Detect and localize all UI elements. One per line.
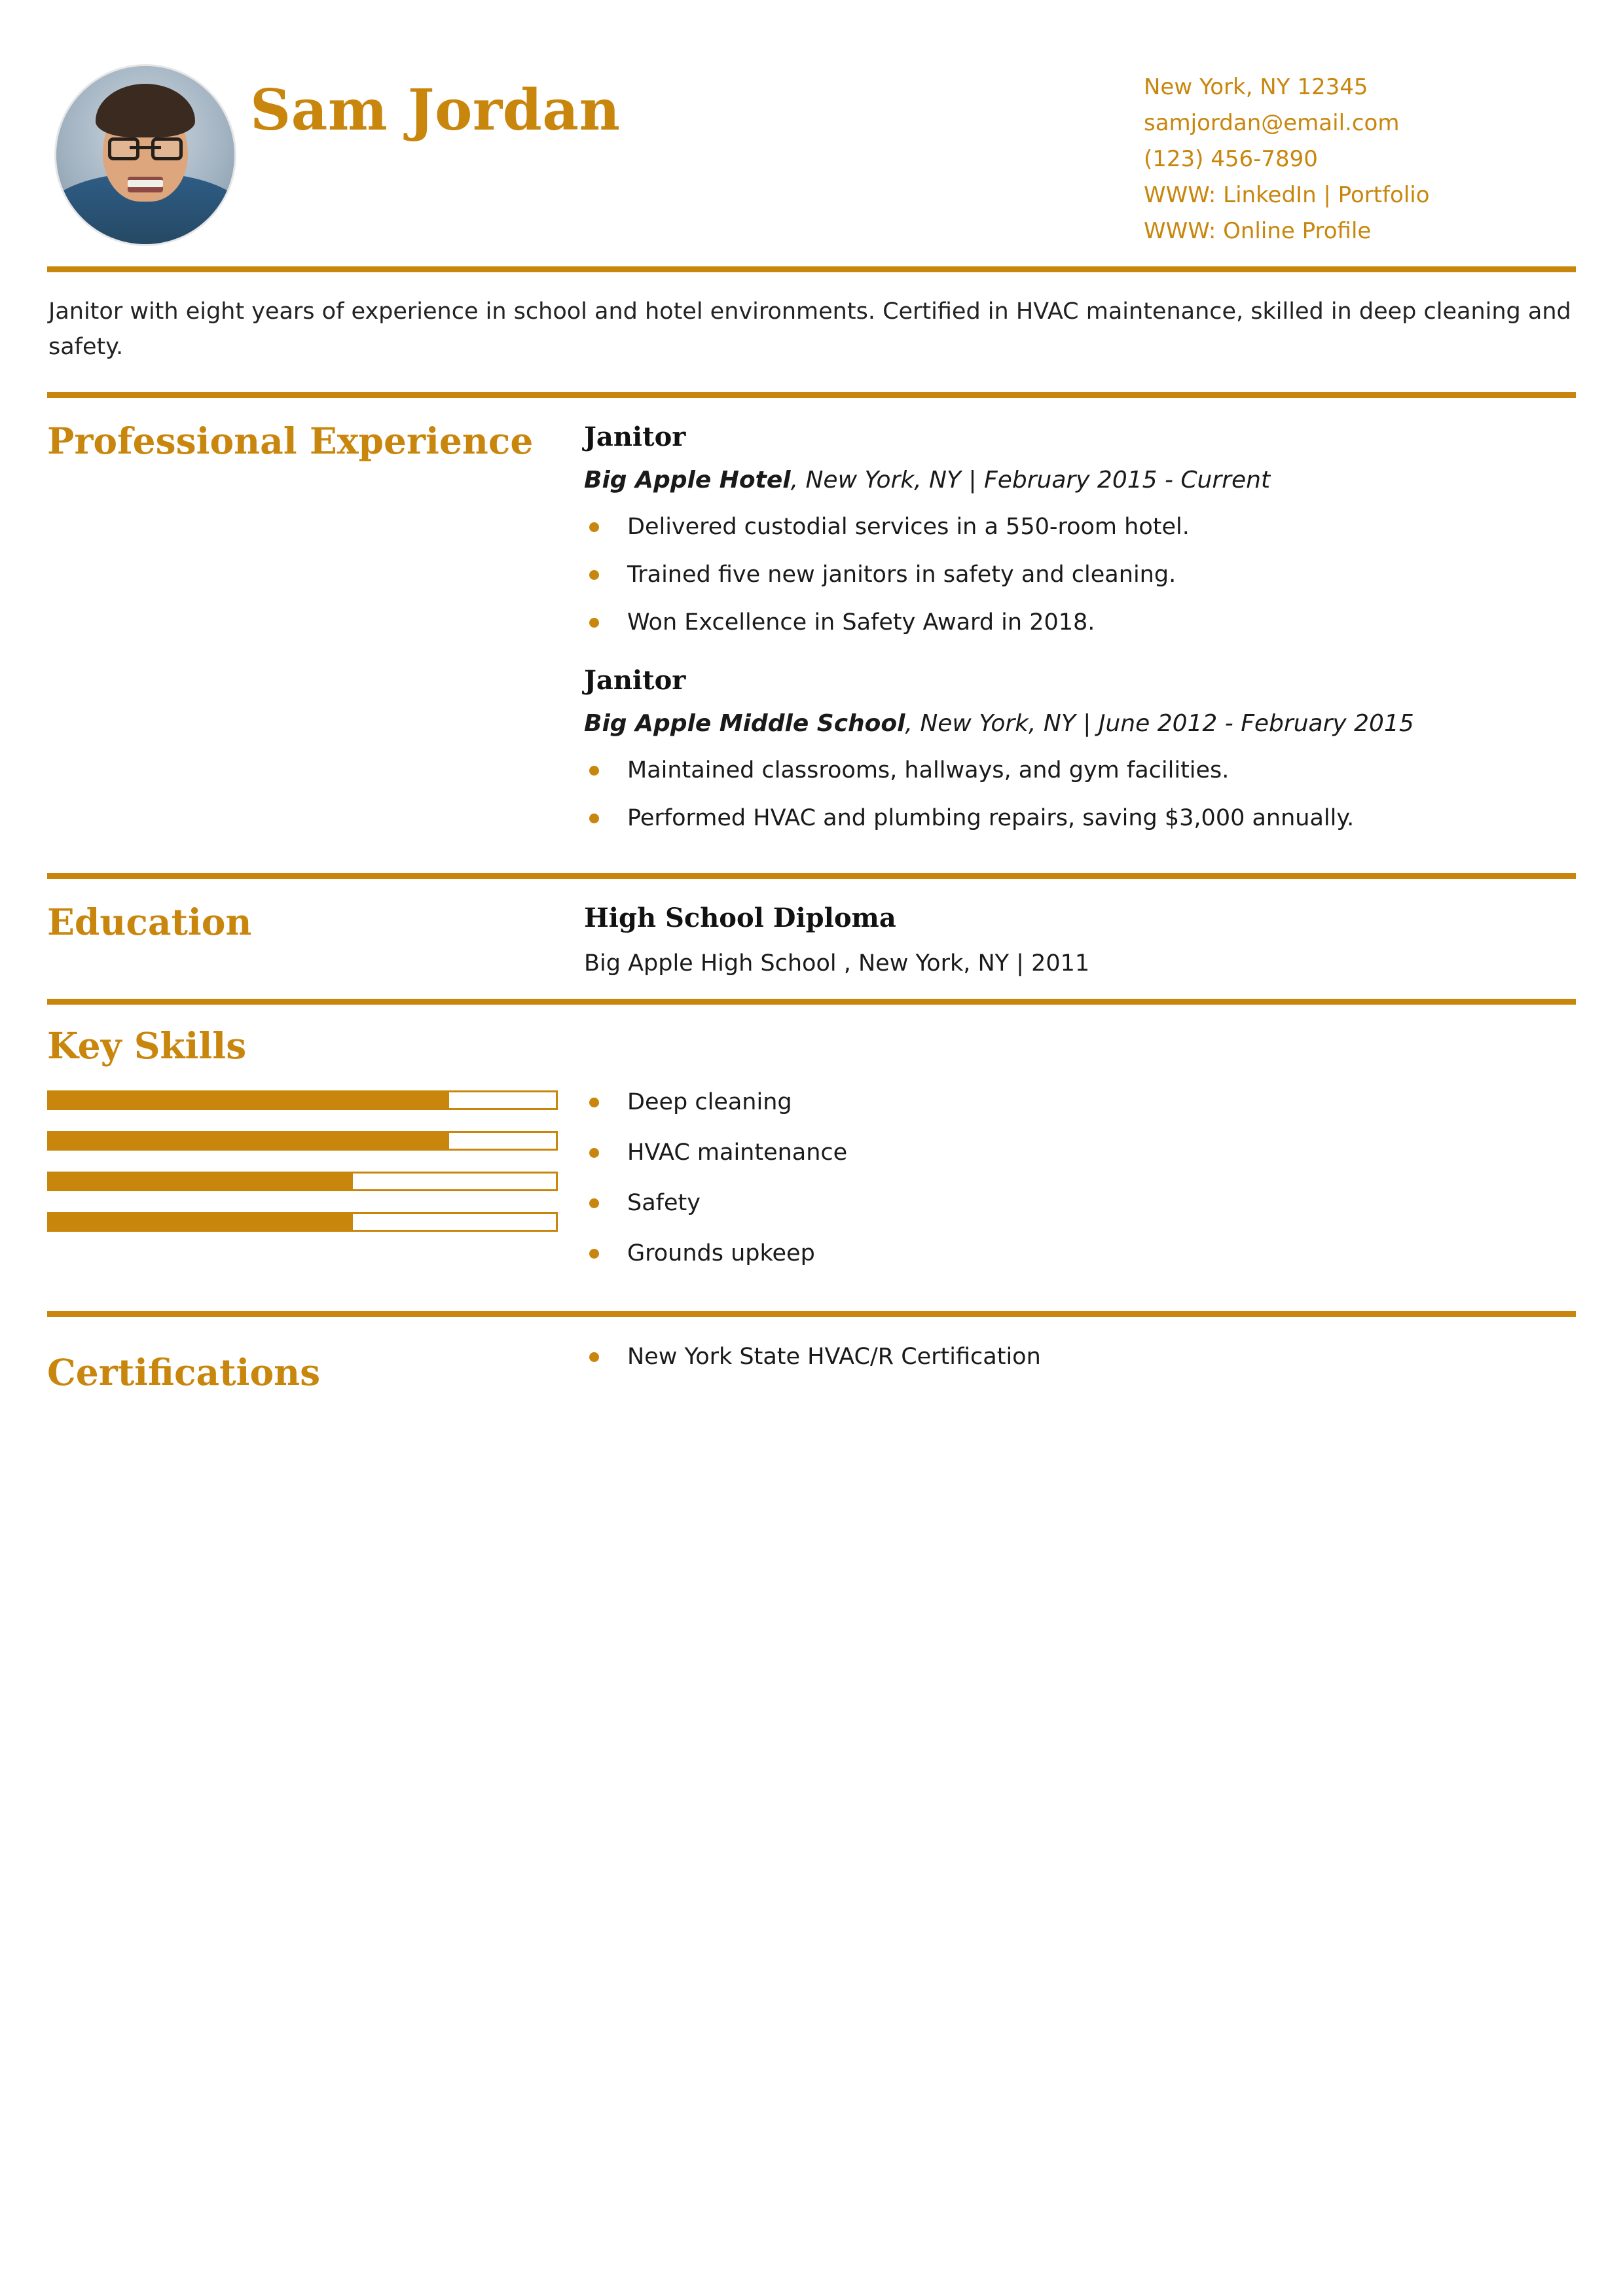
avatar	[54, 64, 236, 246]
education-body	[584, 901, 1576, 977]
skill-bar-fill	[49, 1092, 449, 1108]
section-title-experience: Professional Experience	[47, 419, 534, 462]
education-meta: Big Apple High School , New York, NY | 2011	[584, 950, 1090, 977]
contact-links[interactable]: WWW: LinkedIn | Portfolio	[1144, 182, 1430, 209]
list-item: Performed HVAC and plumbing repairs, saving $3,000 annually.	[584, 803, 1576, 834]
resume-header	[47, 39, 1576, 266]
list-item: Trained five new janitors in safety and cleaning.	[584, 560, 1576, 590]
section-education	[47, 879, 1576, 999]
summary-text: Janitor with eight years of experience in school and hotel environments. Certified in HVAC maintenance, skilled in deep cleaning and safety.	[48, 298, 1571, 360]
certifications-body	[584, 1339, 1576, 1390]
job-title: Janitor	[584, 665, 686, 696]
job-employer: Big Apple Middle School	[584, 710, 905, 738]
avatar-glasses-bridge	[130, 146, 162, 149]
contact-profile[interactable]: WWW: Online Profile	[1144, 218, 1372, 245]
section-title-certifications: Certifications	[47, 1350, 321, 1393]
list-item: Delivered custodial services in a 550-room hotel.	[584, 512, 1576, 543]
job-bullets	[584, 755, 1576, 834]
job-meta	[584, 467, 1576, 493]
skill-bars	[47, 1090, 558, 1232]
skill-bar	[47, 1212, 558, 1232]
list-item: Won Excellence in Safety Award in 2018.	[584, 607, 1576, 638]
list-item: New York State HVAC/R Certification	[584, 1342, 1576, 1372]
divider-header	[47, 266, 1576, 272]
skill-bar	[47, 1172, 558, 1191]
avatar-braces	[128, 180, 163, 187]
job-bullets	[584, 512, 1576, 638]
contact-location: New York, NY 12345	[1144, 74, 1368, 100]
job-meta-rest: , New York, NY | June 2012 - February 2015	[905, 710, 1414, 738]
list-item: Maintained classrooms, hallways, and gym facilities.	[584, 755, 1576, 786]
skill-bar-fill	[49, 1174, 353, 1189]
list-item: Grounds upkeep	[584, 1238, 1576, 1269]
divider-education	[47, 999, 1576, 1005]
job-employer: Big Apple Hotel	[584, 466, 791, 493]
experience-item	[584, 422, 1576, 638]
certifications-list	[584, 1342, 1576, 1372]
education-degree: High School Diploma	[584, 903, 896, 934]
section-title-skills: Key Skills	[47, 1024, 247, 1067]
section-skills	[47, 1005, 1576, 1311]
experience-body	[584, 420, 1576, 851]
skill-bar-fill	[49, 1214, 353, 1230]
job-meta-rest: , New York, NY | February 2015 - Current	[790, 466, 1271, 493]
skill-bar	[47, 1090, 558, 1110]
skill-bar	[47, 1131, 558, 1151]
experience-item	[584, 665, 1576, 834]
avatar-container	[47, 59, 244, 246]
contact-block	[1144, 59, 1576, 249]
skills-list	[584, 1087, 1576, 1269]
list-item: HVAC maintenance	[584, 1138, 1576, 1168]
section-title-education: Education	[47, 901, 252, 944]
divider-skills	[47, 1311, 1576, 1317]
contact-phone: (123) 456-7890	[1144, 146, 1318, 173]
job-meta	[584, 710, 1576, 737]
contact-email[interactable]: samjordan@email.com	[1144, 110, 1400, 137]
list-item: Deep cleaning	[584, 1087, 1576, 1118]
section-experience	[47, 398, 1576, 873]
skills-right	[584, 1024, 1576, 1289]
list-item: Safety	[584, 1188, 1576, 1219]
page-title: Sam Jordan	[250, 77, 621, 143]
name-block	[244, 59, 1144, 143]
divider-experience	[47, 873, 1576, 879]
skill-bar-fill	[49, 1133, 449, 1149]
section-certifications	[47, 1317, 1576, 1416]
divider-summary	[47, 392, 1576, 398]
job-title: Janitor	[584, 421, 686, 452]
skills-left	[47, 1024, 584, 1253]
